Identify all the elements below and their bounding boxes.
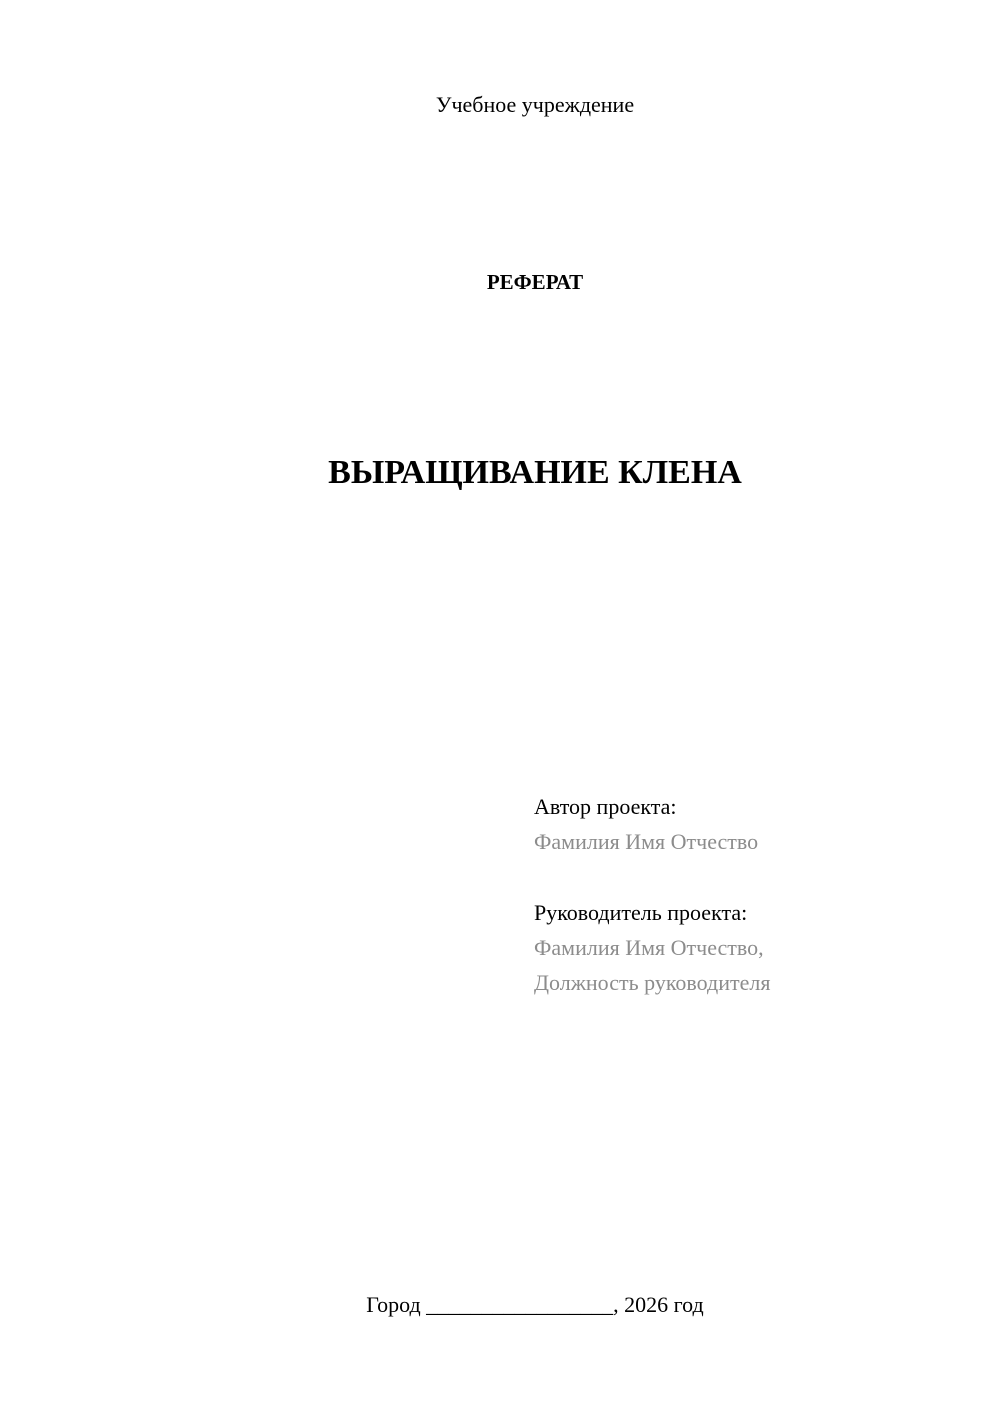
author-label: Автор проекта: (534, 794, 677, 819)
info-spacer (534, 859, 974, 895)
city-label: Город (366, 1292, 421, 1317)
author-name: Фамилия Имя Отчество (534, 829, 759, 854)
project-info-block (534, 789, 974, 1000)
city-year-line (0, 1288, 1000, 1322)
year-text: , 2026 год (613, 1292, 704, 1317)
city-blank: _________________ (426, 1292, 614, 1317)
document-type: РЕФЕРАТ (486, 270, 584, 294)
supervisor-name: Фамилия Имя Отчество, (534, 935, 764, 960)
institution-name: Учебное учреждение (435, 92, 635, 117)
supervisor-label: Руководитель проекта: (534, 900, 748, 925)
supervisor-position: Должность руководителя (534, 970, 771, 995)
document-title: ВЫРАЩИВАНИЕ КЛЕНА (328, 454, 742, 491)
